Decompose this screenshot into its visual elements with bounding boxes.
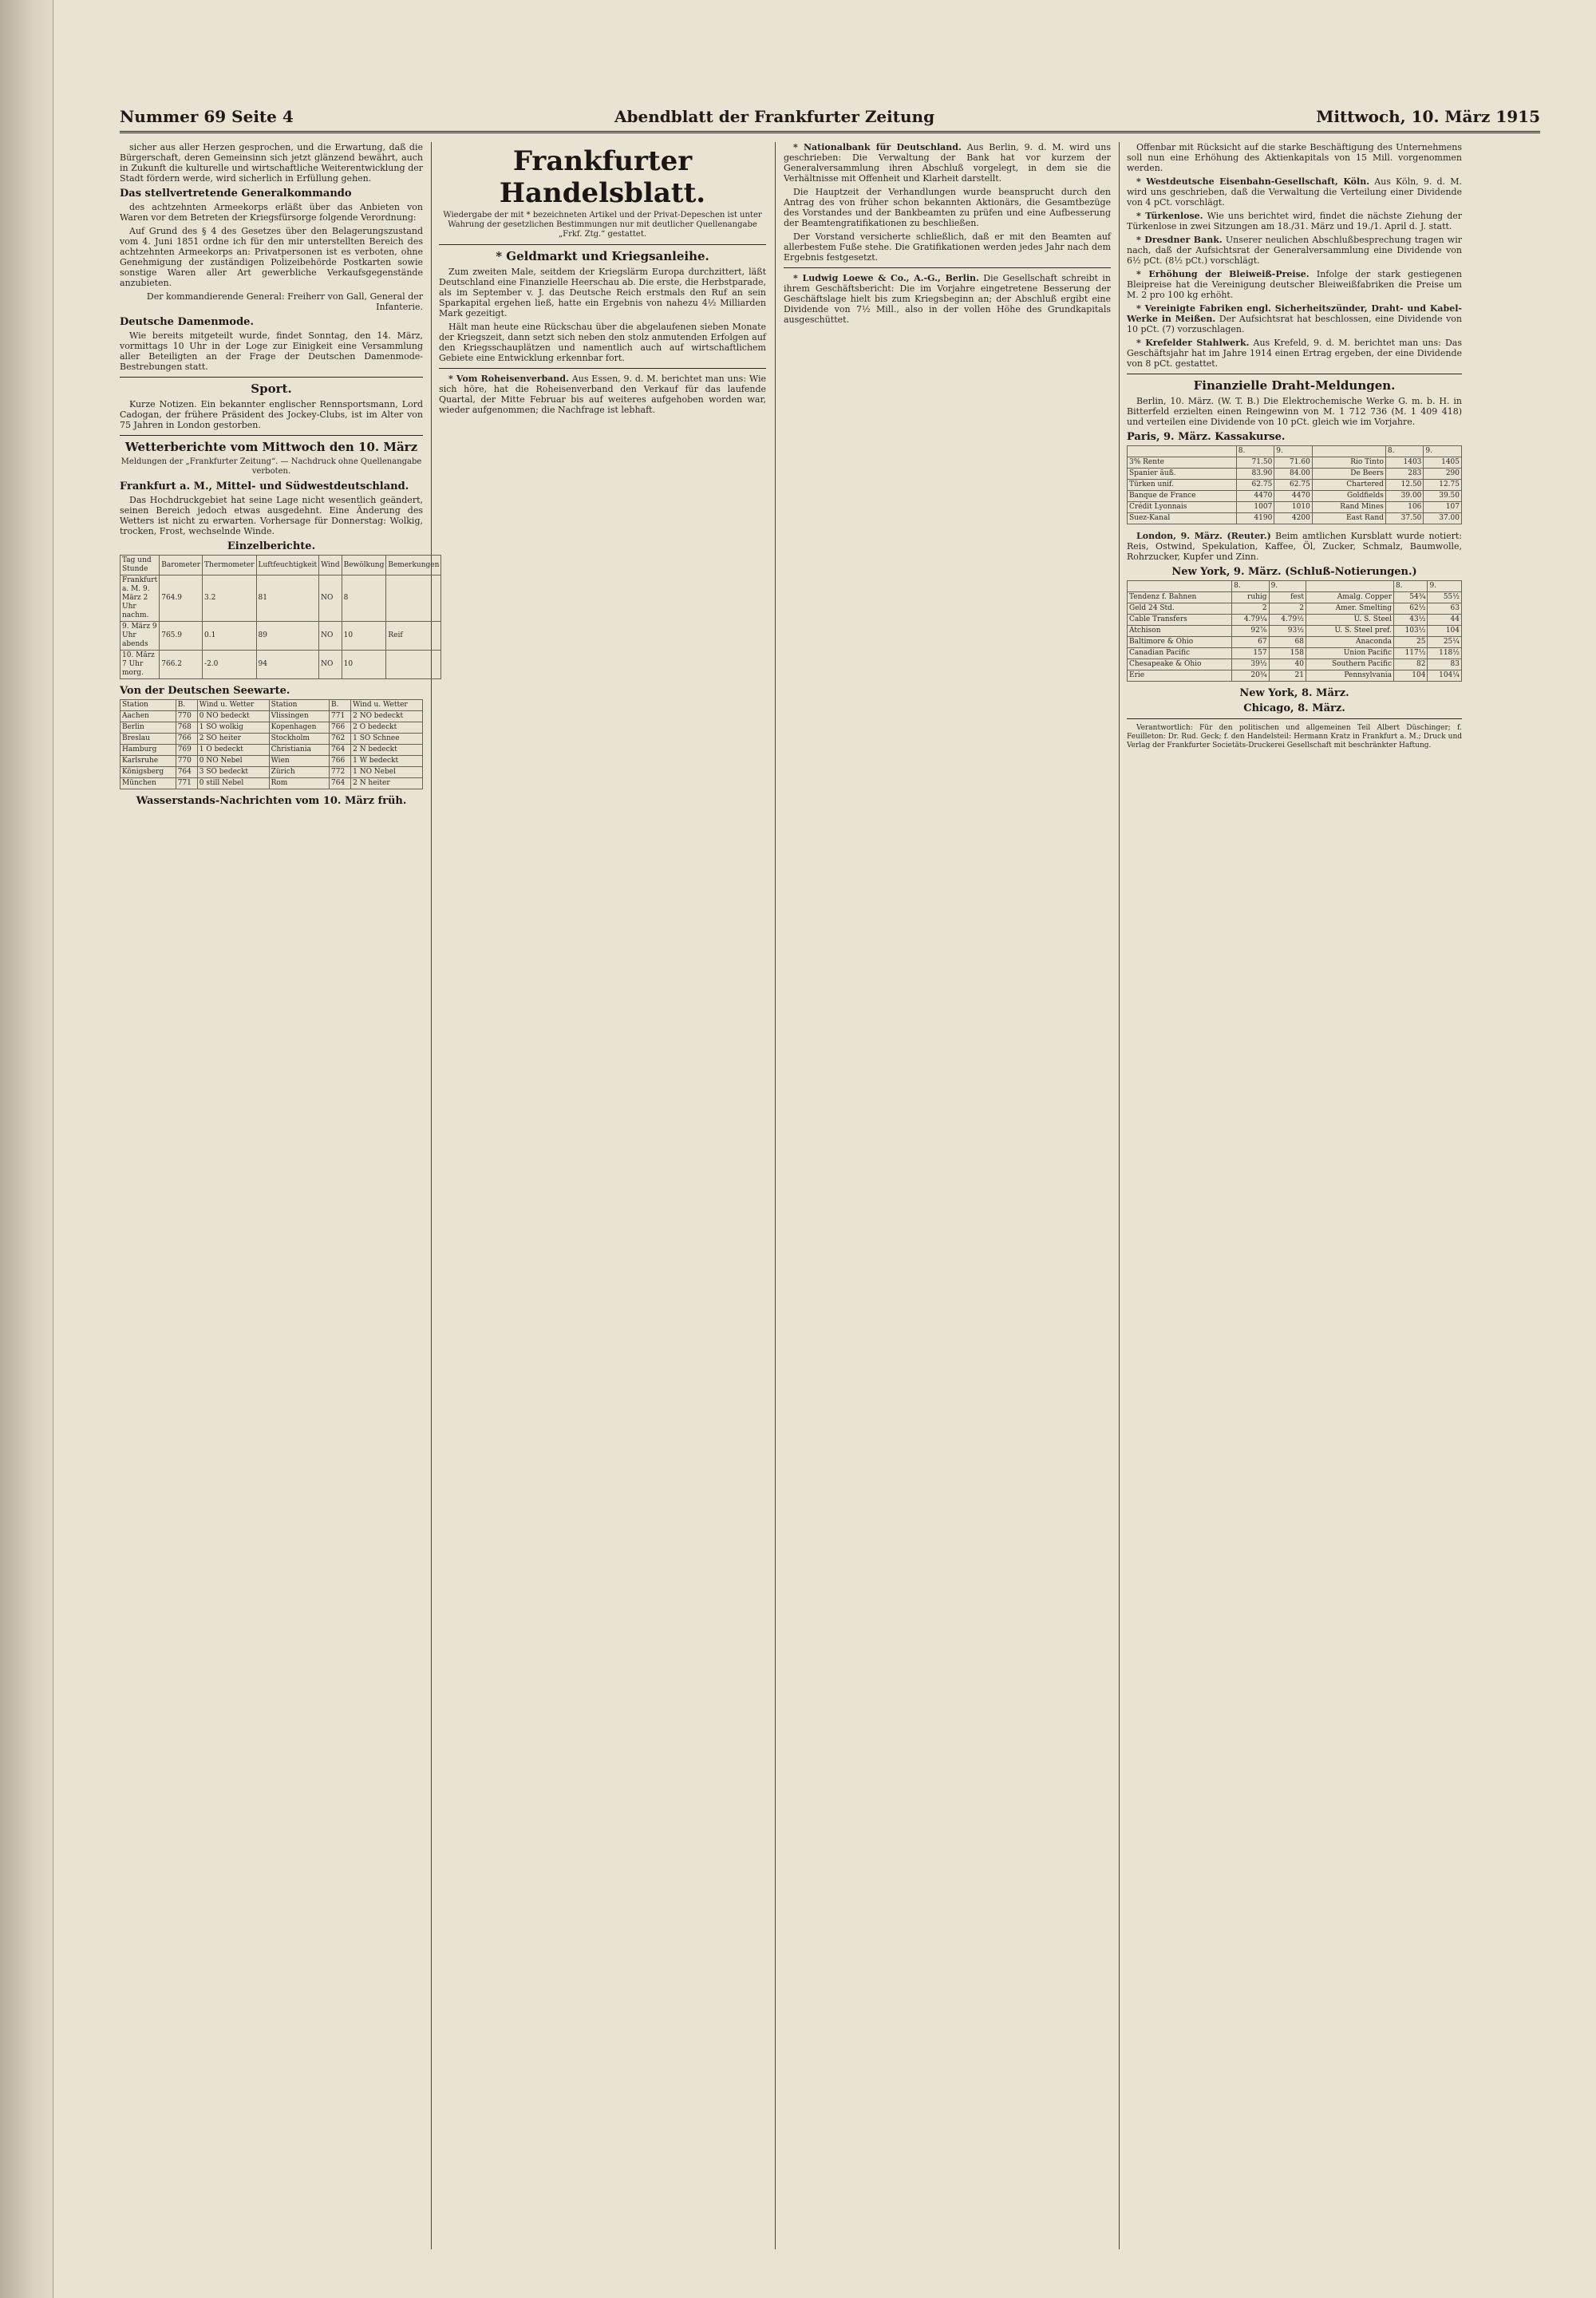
table-cell: München [120,778,176,789]
table-cell: 2 O bedeckt [351,722,423,734]
article-heading: * Ludwig Loewe & Co., A.-G., Berlin. [793,273,979,283]
table-cell: Atchison [1128,626,1232,637]
table-cell: 158 [1269,648,1306,659]
table-cell: Kopenhagen [269,722,329,734]
divider [1127,718,1462,719]
article-text: Aus Berlin, 9. d. M. wird uns geschrieben: Die Verwaltung der Bank hat vor kurzem der Generalversammlung ihren Abschluß vorgelegt, in dem sie die Verhältnisse mit Offenheit und Klarheit darstellt. [784,142,1111,184]
article-text: Berlin, 10. März. (W. T. B.) Die Elektrochemische Werke G. m. b. H. in Bitterfeld erzielten einen Reingewinn von M. 1 712 736 (M. 1 409 418) und verteilen eine Dividende von 10 pCt. gleich wie im Vorjahre. [1127,396,1462,427]
article-heading: London, 9. März. (Reuter.) [1136,531,1271,541]
table-cell: 106 [1385,502,1424,513]
table-cell: fest [1269,592,1306,603]
article-heading: * Türkenlose. [1136,211,1203,221]
table-cell: Southern Pacific [1306,659,1393,670]
table-header: Bewölkung [342,556,386,575]
article-text [1127,235,1462,266]
table-cell: Breslau [120,734,176,745]
article-text: Unserer neulichen Abschlußbesprechung tragen wir nach, daß der Aufsichtsrat der Generalversammlung eine Dividende von 6½ pCt. (8½ pCt.) vorschlägt. [1127,235,1462,266]
article-heading: Paris, 9. März. Kassakurse. [1127,431,1286,443]
article-heading: * Geldmarkt und Kriegsanleihe. [496,249,709,263]
section-subtitle: Wiedergabe der mit * bezeichneten Artikel und der Privat-Depeschen ist unter Wahrung der gesetzlichen Bestimmungen nur mit deutlicher Quellenangabe „Frkf. Ztg.“ gestattet. [443,211,762,239]
table-cell: 4200 [1274,513,1313,524]
masthead [120,104,1540,133]
article-text: Der Aufsichtsrat hat beschlossen, eine Dividende von 10 pCt. (7) vorzuschlagen. [1127,314,1463,334]
table-cell: 2 N bedeckt [351,745,423,756]
table-row [1128,592,1462,603]
table-header: 8. [1394,581,1428,592]
article-text: Zum zweiten Male, seitdem der Kriegslärm Europa durchzittert, läßt Deutschland eine Finanzielle Heerschau ab. Die erste, die Herbstparade, als im September v. J. das Deutsche Reich erstmals den Ruf an sein Sparkapital ergehen ließ, hatte ein Ergebnis von nahezu 4½ Milliarden Mark gezeitigt. [439,267,766,318]
table-cell: Frankfurt a. M. 9. März 2 Uhr nachm. [120,575,160,622]
article-heading: Das stellvertretende Generalkommando [120,188,352,200]
table-cell: 118½ [1428,648,1462,659]
table-cell: 84.00 [1274,469,1313,480]
article-text [784,142,1111,184]
table-cell: Banque de France [1128,491,1237,502]
table-header: Station [269,700,329,711]
table-cell: 1010 [1274,502,1313,513]
table-cell: Türken unif. [1128,480,1237,491]
table-cell: 54¾ [1394,592,1428,603]
table-row [120,722,423,734]
table-row [120,575,441,622]
table-row [120,711,423,722]
table-cell: 772 [330,767,351,778]
table-cell: 1 W bedeckt [351,756,423,767]
book-binding [0,0,53,2298]
table-cell: De Beers [1312,469,1385,480]
table-cell: Königsberg [120,767,176,778]
table-header: B. [176,700,197,711]
table-cell: 10. März 7 Uhr morg. [120,651,160,679]
article-text [1127,338,1462,369]
table-cell: Erie [1128,670,1232,682]
table-header: 8. [1232,581,1269,592]
table-cell: Chesapeake & Ohio [1128,659,1232,670]
table-cell: Geld 24 Std. [1128,603,1232,615]
station-table [120,699,423,789]
table-cell: NO [319,575,342,622]
table-cell: 37.00 [1424,513,1462,524]
table-cell: 82 [1394,659,1428,670]
table-cell: Christiania [269,745,329,756]
table-cell: 104 [1428,626,1462,637]
article-text: Aus Krefeld, 9. d. M. berichtet man uns: Das Geschäftsjahr hat im Jahre 1914 einen Ertrag ergeben, der eine Dividende von 8 pCt. gestattet. [1127,338,1462,369]
table-cell: Cable Transfers [1128,615,1232,626]
table-cell: 771 [330,711,351,722]
column-2 [439,142,766,2249]
article-text [1127,531,1462,562]
table-cell [386,651,441,679]
table-cell: 21 [1269,670,1306,682]
article-heading: * Vereinigte Fabriken engl. Sicherheitszünder, Draht- und Kabel-Werke in Meißen. [1127,303,1462,324]
table-row [1128,480,1462,491]
article-text: des achtzehnten Armeekorps erläßt über das Anbieten von Waren vor dem Betreten der Kriegsfürsorge folgende Verordnung: [120,202,423,223]
table-cell: U. S. Steel [1306,615,1393,626]
article-heading: * Erhöhung der Bleiweiß-Preise. [1136,269,1310,279]
table-cell: Suez-Kanal [1128,513,1237,524]
table-cell: 9. März 9 Uhr abends [120,622,160,651]
table-cell: 0 NO bedeckt [197,711,269,722]
table-cell: 55½ [1428,592,1462,603]
section-title: Frankfurter Handelsblatt. [499,145,706,209]
weather-table [120,555,441,679]
table-cell: 4.79½ [1269,615,1306,626]
table-cell: 39½ [1232,659,1269,670]
table-cell: 0 NO Nebel [197,756,269,767]
article-text: Infolge der stark gestiegenen Bleipreise hat die Vereinigung deutscher Bleiweißfabriken die Preise um M. 2 pro 100 kg erhöht. [1127,269,1462,300]
table-cell: 1 SO Schnee [351,734,423,745]
table-cell: Rand Mines [1312,502,1385,513]
table-cell: 37.50 [1385,513,1424,524]
table-row [120,622,441,651]
table-cell: 3 SO bedeckt [197,767,269,778]
table-cell: Tendenz f. Bahnen [1128,592,1232,603]
divider [439,244,766,245]
article-text: Die Gesellschaft schreibt in ihrem Geschäftsbericht: Die im Vorjahre eingetretene Besserung der Geschäftslage hielt bis zum Kriegsbeginn an; der Abschluß ergibt eine Dividende von 7½ Mill., also in der vollen Höhe des Grundkapitals ausgeschüttet. [784,273,1111,325]
newspaper-name: Abendblatt der Frankfurter Zeitung [614,107,935,126]
table-cell: 1 SO wolkig [197,722,269,734]
table-cell: Anaconda [1306,637,1393,648]
table-cell: 3.2 [203,575,257,622]
table-row [1128,648,1462,659]
table-cell: 1403 [1385,457,1424,469]
article-heading: Einzelberichte. [227,540,316,552]
table-cell: 62½ [1394,603,1428,615]
table-cell: 104¼ [1428,670,1462,682]
column-3 [784,142,1111,2249]
table-cell: Goldfields [1312,491,1385,502]
table-header: 9. [1428,581,1462,592]
paris-quotes-table [1127,445,1462,524]
table-row [1128,626,1462,637]
article-heading: * Westdeutsche Eisenbahn-Gesellschaft, Köln. [1136,176,1370,187]
table-cell: 4470 [1236,491,1274,502]
table-cell: Hamburg [120,745,176,756]
article-text: Auf Grund des § 4 des Gesetzes über den Belagerungszustand vom 4. Juni 1851 ordne ich für den mir unterstellten Bereich des achtzehnten Armeekorps an: Privatpersonen ist es verboten, ohne Genehmigung der zuständigen Polizeibehörde Postkarten sowie sonstige Waren aller Art gewerbliche Verkaufsgegenstände anzubieten. [120,226,423,288]
table-cell: 71.50 [1236,457,1274,469]
table-row [120,745,423,756]
table-cell: 83 [1428,659,1462,670]
table-cell: 20¾ [1232,670,1269,682]
table-cell: Berlin [120,722,176,734]
table-cell: 71.60 [1274,457,1313,469]
article-text: Beim amtlichen Kursblatt wurde notiert: Reis, Ostwind, Spekulation, Kaffee, Öl, Zucker, Schmalz, Baumwolle, Rohrzucker, Kupfer und Zinn. [1127,531,1462,562]
table-cell: -2.0 [203,651,257,679]
table-cell: 2 [1232,603,1269,615]
table-cell: NO [319,651,342,679]
table-cell: NO [319,622,342,651]
table-cell: 770 [176,711,197,722]
divider [439,368,766,369]
table-cell: 3% Rente [1128,457,1237,469]
article-text: Das Hochdruckgebiet hat seine Lage nicht wesentlich geändert, seinen Bereich jedoch etwas ausgedehnt. Eine Änderung des Wetters ist nicht zu erwarten. Vorhersage für Donnerstag: Wolkig, trocken, Frost, wechselnde Winde. [120,495,423,536]
table-cell: Vlissingen [269,711,329,722]
table-cell: Pennsylvania [1306,670,1393,682]
table-cell: Spanier äuß. [1128,469,1237,480]
table-cell: 764 [176,767,197,778]
table-header [1312,446,1385,457]
table-cell: Zürich [269,767,329,778]
table-cell: 764.9 [160,575,203,622]
table-cell: 4190 [1236,513,1274,524]
signature: Der kommandierende General: Freiherr von Gall, General der Infanterie. [146,291,423,312]
table-cell: Rom [269,778,329,789]
column-4 [1127,142,1462,2249]
table-cell: 25 [1394,637,1428,648]
table-header: Station [120,700,176,711]
article-text [1127,176,1462,208]
column-rule [1119,142,1120,2249]
table-header [1128,446,1237,457]
section-heading: Sport. [251,382,292,396]
table-cell: 2 SO heiter [197,734,269,745]
column-rule [431,142,432,2249]
section-subtitle: Meldungen der „Frankfurter Zeitung“. — Nachdruck ohne Quellenangabe verboten. [120,457,422,476]
imprint: Verantwortlich: Für den politischen und allgemeinen Teil Albert Düschinger; f. Feuilleton: Dr. Rud. Geck; f. den Handelsteil: Hermann Kratz in Frankfurt a. M.; Druck und Verlag der Frankfurter Societäts-Druckerei Gesellschaft mit beschränkter Haftung. [1127,724,1462,750]
table-cell: 764 [330,745,351,756]
table-row [120,651,441,679]
table-cell: East Rand [1312,513,1385,524]
table-cell: 283 [1385,469,1424,480]
article-text: Hält man heute eine Rückschau über die abgelaufenen sieben Monate der Kriegszeit, dann setzt sich neben den stolz anmutenden Erfolgen auf den Kriegsschauplätzen und namentlich auch auf wirtschaftlichem Gebiete eine Entwicklung erkennbar fort. [439,322,766,363]
table-row [1128,603,1462,615]
table-cell: 83.90 [1236,469,1274,480]
table-cell: Amer. Smelting [1306,603,1393,615]
table-cell: 2 [1269,603,1306,615]
divider [784,267,1111,268]
article-text: Aus Essen, 9. d. M. berichtet man uns: Wie sich höre, hat die Roheisenverband den Verkauf für das laufende Quartal, der Mitte Februar bis auf weiteres aufgehoben worden war, wieder aufgenommen; die Nachfrage ist lebhaft. [439,374,766,415]
table-row [1128,491,1462,502]
table-row [120,767,423,778]
article-heading: Deutsche Damenmode. [120,316,254,328]
table-cell: 92⅞ [1232,626,1269,637]
article-text [1127,269,1462,300]
divider [120,377,423,378]
table-cell: 770 [176,756,197,767]
table-header: Thermometer [203,556,257,575]
article-text: Der Vorstand versicherte schließlich, daß er mit den Beamten auf allerbestem Fuße stehe. Die Gratifikationen werden jedes Jahr nach dem Ergebnis festgesetzt. [784,231,1111,263]
article-text: Offenbar mit Rücksicht auf die starke Beschäftigung des Unternehmens soll nun eine Erhöhung des Aktienkapitals von 15 Mill. vorgenommen werden. [1127,142,1462,173]
table-header: 9. [1269,581,1306,592]
table-cell: 104 [1394,670,1428,682]
table-cell: 765.9 [160,622,203,651]
table-header: 9. [1424,446,1462,457]
table-cell: 62.75 [1236,480,1274,491]
article-heading: Frankfurt a. M., Mittel- und Südwestdeutschland. [120,481,409,492]
table-cell: Reif [386,622,441,651]
table-cell: 1007 [1236,502,1274,513]
article-text: Wie uns berichtet wird, findet die nächste Ziehung der Türkenlose in zwei Sitzungen am 18./31. März und 19./1. April d. J. statt. [1127,211,1463,231]
table-cell: Stockholm [269,734,329,745]
table-cell: 8 [342,575,386,622]
table-header: Luftfeuchtigkeit [256,556,319,575]
column-rule [775,142,776,2249]
table-cell: 43½ [1394,615,1428,626]
table-cell: 89 [256,622,319,651]
article-text [439,374,766,415]
article-heading: Chicago, 8. März. [1243,702,1345,714]
table-row [1128,637,1462,648]
newspaper-sheet [120,104,1540,2259]
table-header: 8. [1385,446,1424,457]
table-cell: 62.75 [1274,480,1313,491]
table-row [1128,615,1462,626]
table-cell: 93½ [1269,626,1306,637]
table-header [1128,581,1232,592]
section-heading: Finanzielle Draht-Meldungen. [1193,378,1396,393]
table-row [1128,457,1462,469]
table-cell: 40 [1269,659,1306,670]
table-cell: 39.00 [1385,491,1424,502]
table-cell: 766 [330,722,351,734]
table-cell: Wien [269,756,329,767]
article-text: Aus Köln, 9. d. M. wird uns geschrieben, daß die Verwaltung die Verteilung einer Dividende von 4 pCt. vorschlägt. [1127,176,1462,208]
table-header: B. [330,700,351,711]
table-row [1128,469,1462,480]
table-cell: 68 [1269,637,1306,648]
table-cell: 67 [1232,637,1269,648]
table-cell: 44 [1428,615,1462,626]
table-cell: 10 [342,651,386,679]
table-cell: 4470 [1274,491,1313,502]
article-heading: * Dresdner Bank. [1136,235,1223,245]
table-cell: Canadian Pacific [1128,648,1232,659]
table-header: Wind u. Wetter [197,700,269,711]
table-cell: 762 [330,734,351,745]
table-cell: 290 [1424,469,1462,480]
table-cell: 771 [176,778,197,789]
table-cell: 81 [256,575,319,622]
table-cell: 107 [1424,502,1462,513]
issue-date: Mittwoch, 10. März 1915 [1316,107,1540,126]
table-header: Tag und Stunde [120,556,160,575]
table-cell: 117½ [1394,648,1428,659]
table-cell: 157 [1232,648,1269,659]
article-text [784,273,1111,325]
table-cell: 103½ [1394,626,1428,637]
article-text [1127,303,1462,334]
table-header [1306,581,1393,592]
table-row [120,778,423,789]
divider [120,435,423,436]
article-text: Wie bereits mitgeteilt wurde, findet Sonntag, den 14. März, vormittags 10 Uhr in der Loge zur Einigkeit eine Versammlung aller Beteiligten an der Frage der Deutschen Damenmode-Bestrebungen statt. [120,330,423,372]
table-cell: 2 NO bedeckt [351,711,423,722]
table-cell: 10 [342,622,386,651]
table-cell: U. S. Steel pref. [1306,626,1393,637]
table-cell: 1405 [1424,457,1462,469]
table-cell: 12.50 [1385,480,1424,491]
table-cell: 0.1 [203,622,257,651]
table-cell: 1 NO Nebel [351,767,423,778]
table-row [120,734,423,745]
table-header: Wind [319,556,342,575]
table-row [120,756,423,767]
table-cell: 768 [176,722,197,734]
table-cell: Chartered [1312,480,1385,491]
table-cell: 39.50 [1424,491,1462,502]
table-cell [386,575,441,622]
table-header: 9. [1274,446,1313,457]
table-header: 8. [1236,446,1274,457]
table-cell: Aachen [120,711,176,722]
article-text [1127,211,1462,231]
issue-number: Nummer 69 Seite 4 [120,107,294,126]
table-header: Wind u. Wetter [351,700,423,711]
table-cell: 25¼ [1428,637,1462,648]
table-cell: 2 N heiter [351,778,423,789]
table-cell: Rio Tinto [1312,457,1385,469]
table-cell: 12.75 [1424,480,1462,491]
table-cell: 766 [330,756,351,767]
table-header: Barometer [160,556,203,575]
section-heading: Wetterberichte vom Mittwoch den 10. März [124,440,418,454]
table-row [1128,502,1462,513]
table-cell: 769 [176,745,197,756]
table-cell: ruhig [1232,592,1269,603]
article-heading: Von der Deutschen Seewarte. [120,685,290,697]
table-cell: Amalg. Copper [1306,592,1393,603]
table-row [1128,513,1462,524]
article-heading: * Vom Roheisenverband. [448,374,569,384]
table-cell: 1 O bedeckt [197,745,269,756]
table-cell: Crédit Lyonnais [1128,502,1237,513]
article-text: Kurze Notizen. Ein bekannter englischer Rennsportsmann, Lord Cadogan, der frühere Präsident des Jockey-Clubs, ist im Alter von 75 Jahren in London gestorben. [120,399,423,430]
table-cell: 764 [330,778,351,789]
table-cell: 63 [1428,603,1462,615]
table-cell: Karlsruhe [120,756,176,767]
table-row [1128,659,1462,670]
table-cell: 4.79¼ [1232,615,1269,626]
article-heading: New York, 9. März. (Schluß-Notierungen.) [1171,566,1417,578]
table-cell: Union Pacific [1306,648,1393,659]
article-heading: Wasserstands-Nachrichten vom 10. März früh. [136,795,407,807]
article-text: sicher aus aller Herzen gesprochen, und die Erwartung, daß die Bürgerschaft, deren Gemeinsinn sich jetzt glänzend bewährt, auch in Zukunft die kulturelle und wirtschaftliche Weiterentwicklung der Stadt fördern werde, wird sicherlich in Erfüllung gehen. [120,142,423,184]
article-heading: * Nationalbank für Deutschland. [793,142,962,152]
table-cell: 0 still Nebel [197,778,269,789]
table-header: Bemerkungen [386,556,441,575]
table-cell: 766.2 [160,651,203,679]
table-cell: 94 [256,651,319,679]
article-heading: New York, 8. März. [1239,687,1349,699]
newyork-quotes-table [1127,580,1462,682]
column-1 [120,142,440,2249]
article-text: Die Hauptzeit der Verhandlungen wurde beansprucht durch den Antrag des von früher schon bekannten Aktionärs, die Gesamtbezüge des Vorstandes und der Bankbeamten zu prüfen und eine Aufbesserung der Beamtengratifikationen zu beschließen. [784,187,1111,228]
table-row [1128,670,1462,682]
table-cell: Baltimore & Ohio [1128,637,1232,648]
table-cell: 766 [176,734,197,745]
article-heading: * Krefelder Stahlwerk. [1136,338,1250,348]
